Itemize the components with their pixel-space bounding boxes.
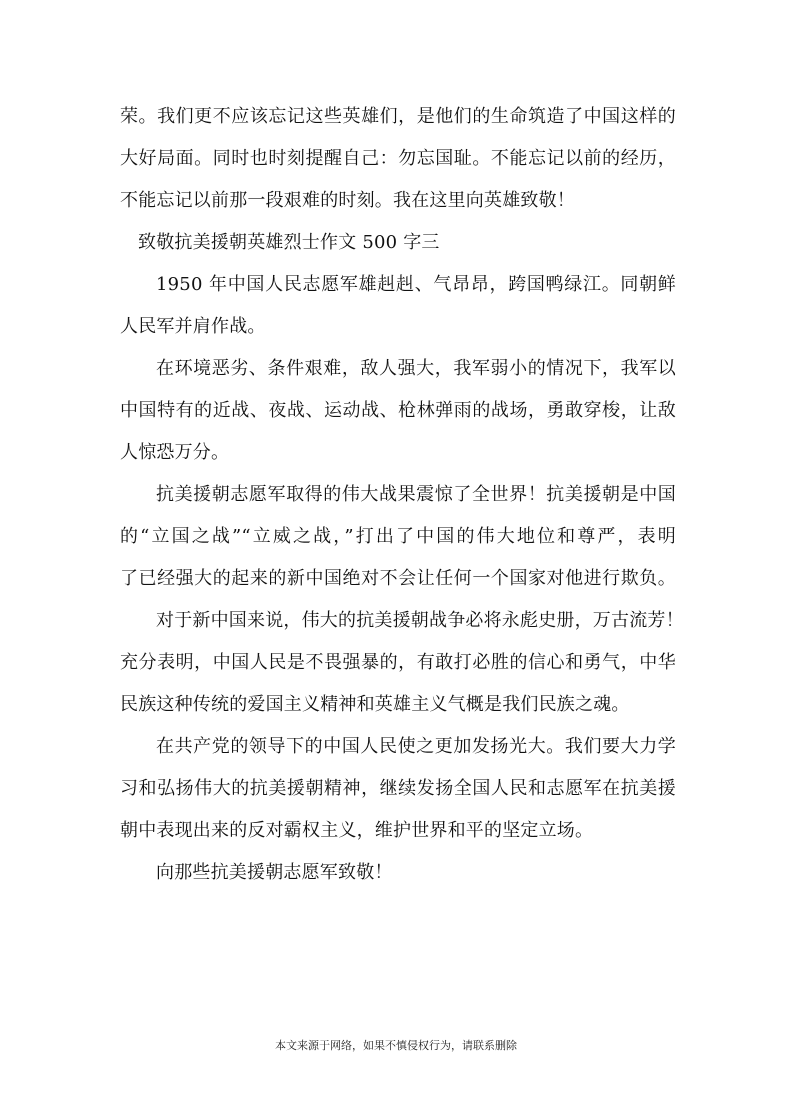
body-line: 大好局面。同时也时刻提醒自己：勿忘国耻。不能忘记以前的经历， bbox=[120, 148, 676, 169]
body-line: 对于新中国来说，伟大的抗美援朝战争必将永彪史册，万古流芳！ bbox=[156, 610, 684, 631]
body-line: 荣。我们更不应该忘记这些英雄们，是他们的生命筑造了中国这样的 bbox=[120, 106, 676, 127]
body-line: 向那些抗美援朝志愿军致敬！ bbox=[156, 862, 393, 883]
body-line: 民族这种传统的爱国主义精神和英雄主义气概是我们民族之魂。 bbox=[120, 694, 630, 715]
body-line: 在环境恶劣、条件艰难，敌人强大，我军弱小的情况下，我军以 bbox=[156, 358, 676, 379]
body-line: 抗美援朝志愿军取得的伟大战果震惊了全世界！抗美援朝是中国 bbox=[156, 484, 676, 505]
body-line: 在共产党的领导下的中国人民使之更加发扬光大。我们要大力学 bbox=[156, 736, 676, 757]
body-line: 朝中表现出来的反对霸权主义，维护世界和平的坚定立场。 bbox=[120, 820, 594, 841]
section-heading: 致敬抗美援朝英雄烈士作文 500 字三 bbox=[138, 232, 440, 253]
body-line: 中国特有的近战、夜战、运动战、枪林弹雨的战场，勇敢穿梭，让敌 bbox=[120, 400, 676, 421]
body-line: 1950 年中国人民志愿军雄赳赳、气昂昂，跨国鸭绿江。同朝鲜 bbox=[156, 274, 676, 295]
body-line: 人民军并肩作战。 bbox=[120, 316, 266, 337]
body-line: 的“立国之战”“立威之战，”打出了中国的伟大地位和尊严，表明 bbox=[120, 526, 676, 547]
body-line: 人惊恐万分。 bbox=[120, 442, 230, 463]
page-footer: 本文来源于网络，如果不慎侵权行为，请联系删除 bbox=[275, 1039, 517, 1052]
body-line: 不能忘记以前那一段艰难的时刻。我在这里向英雄致敬！ bbox=[120, 190, 575, 211]
body-line: 充分表明，中国人民是不畏强暴的，有敢打必胜的信心和勇气，中华 bbox=[120, 652, 676, 673]
body-line: 习和弘扬伟大的抗美援朝精神，继续发扬全国人民和志愿军在抗美援 bbox=[120, 778, 676, 799]
body-line: 了已经强大的起来的新中国绝对不会让任何一个国家对他进行欺负。 bbox=[120, 568, 676, 589]
